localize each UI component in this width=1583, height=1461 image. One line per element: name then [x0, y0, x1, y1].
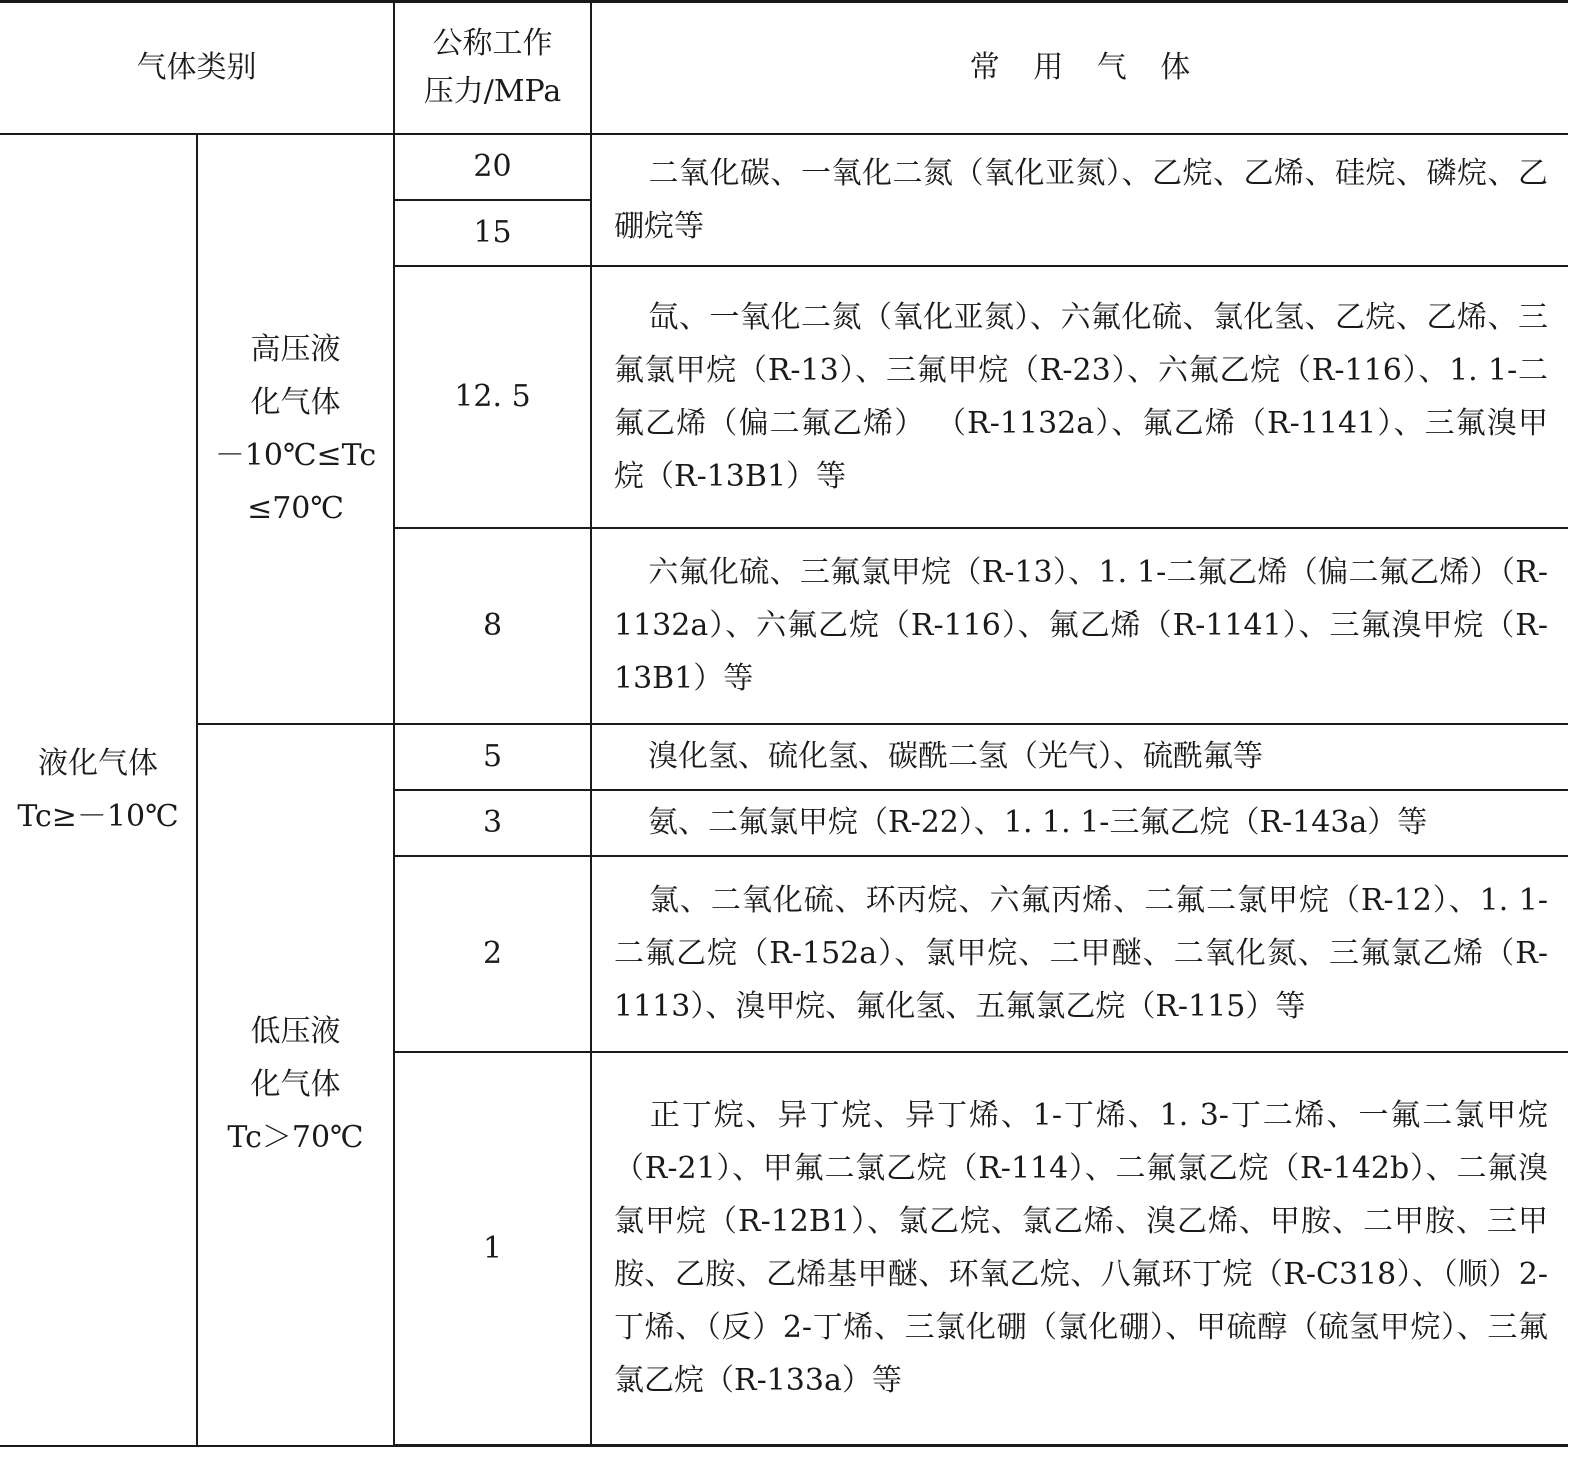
table-row: [0, 134, 1568, 200]
header-nominal-pressure: [394, 2, 591, 134]
table-row: [0, 724, 1568, 790]
gases-cell: [591, 134, 1568, 266]
pressure-value: 20: [394, 134, 591, 200]
gases-text: 溴化氢、硫化氢、碳酰二氢（光气）、硫酰氟等: [648, 739, 1263, 774]
main-category-line1: 液化气体: [38, 745, 158, 781]
gases-cell: [591, 856, 1568, 1052]
gases-cell: [591, 266, 1568, 528]
pressure-value: 5: [394, 724, 591, 790]
gases-text: 氯、二氧化硫、环丙烷、六氟丙烯、二氟二氯甲烷（R-12）、1. 1-二氟乙烷（R-152a）、氯甲烷、二甲醚、二氧化氮、三氟氯乙烯（R-1113）、溴甲烷、氟化氢、五氟氯乙烷（R-115）等: [614, 883, 1548, 1024]
header-pressure-line1: 公称工作: [432, 25, 553, 61]
gases-text: 氨、二氟氯甲烷（R-22）、1. 1. 1-三氟乙烷（R-143a）等: [648, 805, 1428, 840]
gases-cell: [591, 790, 1568, 856]
gases-text: 正丁烷、异丁烷、异丁烯、1-丁烯、1. 3-丁二烯、一氟二氯甲烷（R-21）、甲氟二氯乙烷（R-114）、二氟氯乙烷（R-142b）、二氟溴氯甲烷（R-12B1）、氯乙烷、氯乙烯、溴乙烯、甲胺、二甲胺、三甲胺、乙胺、乙烯基甲醚、环氧乙烷、八氟环丁烷（R-C318）、（顺）2-丁烯、（反）2-丁烯、三氯化硼（氯化硼）、甲硫醇（硫氢甲烷）、三氟氯乙烷（R-133a）等: [614, 1098, 1548, 1399]
gases-cell: [591, 724, 1568, 790]
high-pressure-line2: 化气体: [250, 384, 341, 420]
low-pressure-category-cell: [197, 724, 394, 1446]
header-common-gases: [591, 2, 1568, 134]
pressure-value: 1: [394, 1052, 591, 1446]
high-pressure-category-cell: [197, 134, 394, 724]
gases-text: 六氟化硫、三氟氯甲烷（R-13）、1. 1-二氟乙烯（偏二氟乙烯）（R-1132a）、六氟乙烷（R-116）、氟乙烯（R-1141）、三氟溴甲烷（R-13B1）等: [614, 555, 1548, 696]
high-pressure-line1: 高压液: [250, 331, 341, 367]
high-pressure-line3: －10℃≤Tc: [214, 437, 377, 473]
table-header-row: [0, 2, 1568, 134]
header-pressure-line2: 压力/MPa: [423, 73, 562, 109]
low-pressure-line3: Tc＞70℃: [227, 1120, 364, 1155]
gases-text: 氙、一氧化二氮（氧化亚氮）、六氟化硫、氯化氢、乙烷、乙烯、三氟氯甲烷（R-13）、三氟甲烷（R-23）、六氟乙烷（R-116）、1. 1-二氟乙烯（偏二氟乙烯） （R-1132a）、氟乙烯（R-1141）、三氟溴甲烷（R-13B1）等: [614, 299, 1548, 494]
main-category-cell: [0, 134, 197, 1446]
header-common-gases-text: 常 用 气 体: [969, 50, 1203, 86]
low-pressure-line1: 低压液: [250, 1014, 341, 1049]
pressure-value: 12. 5: [394, 266, 591, 528]
low-pressure-line2: 化气体: [250, 1067, 341, 1102]
pressure-value: 3: [394, 790, 591, 856]
gases-cell: [591, 1052, 1568, 1446]
gases-cell: [591, 528, 1568, 724]
header-gas-category: 气体类别: [0, 2, 394, 134]
pressure-value: 8: [394, 528, 591, 724]
high-pressure-line4: ≤70℃: [247, 490, 344, 526]
main-category-line2: Tc≥－10℃: [17, 798, 179, 834]
pressure-value: 2: [394, 856, 591, 1052]
gases-text: 二氧化碳、一氧化二氮（氧化亚氮）、乙烷、乙烯、硅烷、磷烷、乙硼烷等: [614, 155, 1548, 244]
pressure-value: 15: [394, 200, 591, 266]
